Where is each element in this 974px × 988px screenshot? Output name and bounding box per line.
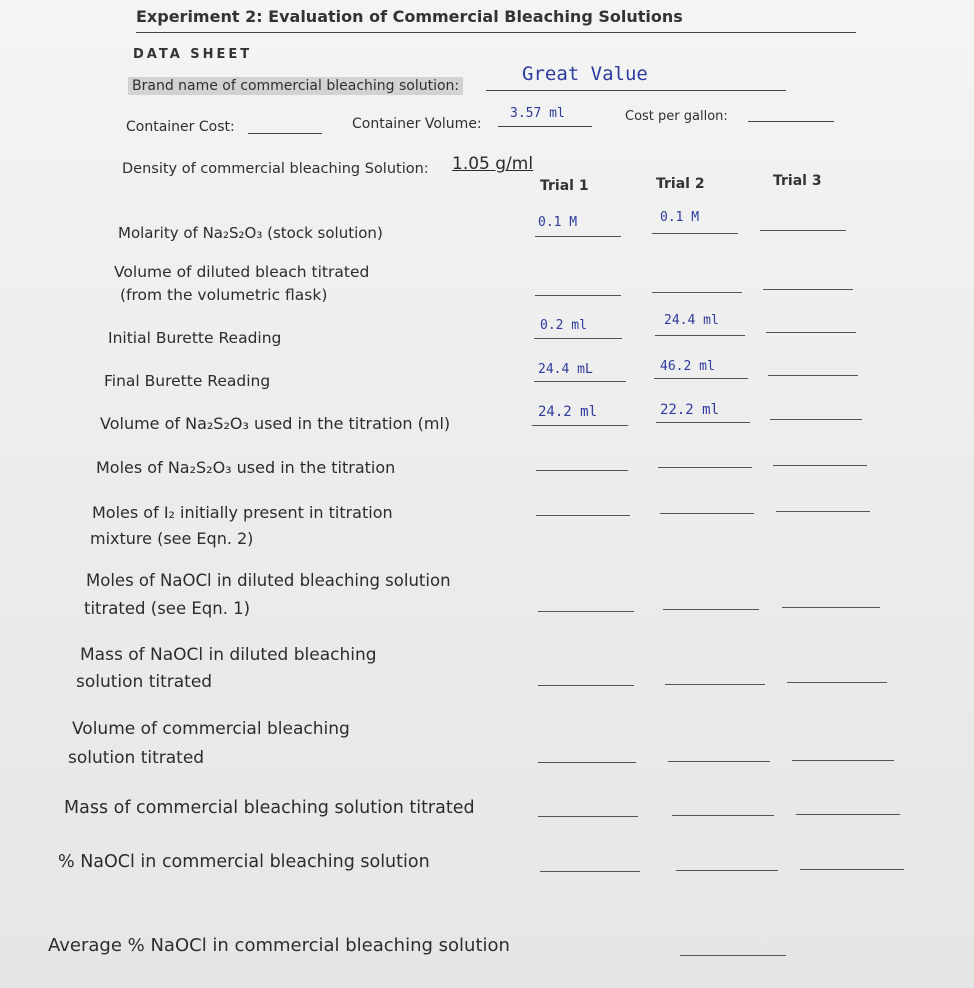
trial-2-blank <box>660 513 754 514</box>
trial-2-value: 22.2 ml <box>660 402 720 418</box>
trial-1-blank <box>532 425 628 426</box>
trial-3-blank <box>770 419 862 420</box>
trial-2-value: 46.2 ml <box>660 359 715 374</box>
trial-2-blank <box>676 870 778 871</box>
trial-1-blank <box>536 470 628 471</box>
trial-3-blank <box>782 607 880 608</box>
trial-3-blank <box>787 682 887 683</box>
trial-3-blank <box>800 869 904 870</box>
row-label: Volume of Na₂S₂O₃ used in the titration (ml) <box>100 414 451 433</box>
trial-2-blank <box>665 684 765 685</box>
row-label-cont: (from the volumetric flask) <box>120 286 328 304</box>
trial-2-blank <box>654 378 748 379</box>
title-rule <box>136 32 856 33</box>
trial-1-blank <box>538 762 636 763</box>
average-blank <box>680 955 786 956</box>
trial-2-blank <box>672 815 774 816</box>
row-label: Moles of NaOCl in diluted bleaching solution <box>86 571 451 590</box>
trial-3-blank <box>763 289 853 290</box>
trial-2-blank <box>652 292 742 293</box>
trial-2-blank <box>655 335 745 336</box>
row-label-cont: mixture (see Eqn. 2) <box>90 529 254 548</box>
trial-2-blank <box>652 233 738 234</box>
cost-per-gallon-line <box>748 121 834 122</box>
trial-1-value: 0.2 ml <box>540 318 587 333</box>
trial-2-blank <box>656 422 750 423</box>
trial-1-blank <box>540 871 640 872</box>
trial-3-blank <box>760 230 846 231</box>
row-label: Molarity of Na₂S₂O₃ (stock solution) <box>118 224 383 242</box>
density-value: 1.05 g/ml <box>452 154 534 174</box>
trial-2-blank <box>658 467 752 468</box>
row-label: Volume of diluted bleach titrated <box>114 263 370 281</box>
brand-name-label: Brand name of commercial bleaching solution: <box>128 77 463 95</box>
trial-2-blank <box>668 761 770 762</box>
trial-1-header: Trial 1 <box>540 178 589 194</box>
trial-1-blank <box>534 381 626 382</box>
row-label: Mass of commercial bleaching solution titrated <box>64 798 475 818</box>
container-cost-line <box>248 133 322 134</box>
trial-2-header: Trial 2 <box>656 176 705 192</box>
row-label: Moles of Na₂S₂O₃ used in the titration <box>96 458 396 477</box>
trial-3-header: Trial 3 <box>773 173 822 189</box>
container-volume-line <box>498 126 592 127</box>
trial-1-blank <box>535 236 621 237</box>
container-volume-label: Container Volume: <box>352 116 482 132</box>
trial-1-blank <box>536 515 630 516</box>
trial-3-blank <box>768 375 858 376</box>
trial-3-blank <box>766 332 856 333</box>
row-label: % NaOCl in commercial bleaching solution <box>58 852 430 872</box>
trial-3-blank <box>773 465 867 466</box>
row-label-cont: solution titrated <box>68 748 205 768</box>
brand-name-value: Great Value <box>522 63 648 85</box>
trial-2-value: 0.1 M <box>660 210 700 225</box>
trial-1-value: 24.2 ml <box>538 404 598 420</box>
container-volume-value: 3.57 ml <box>510 106 565 121</box>
row-label: Moles of I₂ initially present in titration <box>92 503 393 522</box>
row-label-cont: titrated (see Eqn. 1) <box>84 599 251 618</box>
trial-1-blank <box>538 816 638 817</box>
trial-3-blank <box>776 511 870 512</box>
row-label: Mass of NaOCl in diluted bleaching <box>80 645 377 665</box>
row-label: Initial Burette Reading <box>108 329 282 347</box>
density-label: Density of commercial bleaching Solution: <box>122 161 429 177</box>
row-label: Volume of commercial bleaching <box>72 719 350 739</box>
page-title: Experiment 2: Evaluation of Commercial Bleaching Solutions <box>136 7 683 26</box>
trial-1-blank <box>534 338 622 339</box>
trial-2-blank <box>663 609 759 610</box>
trial-1-blank <box>538 611 634 612</box>
trial-3-blank <box>792 760 894 761</box>
average-label: Average % NaOCl in commercial bleaching solution <box>48 935 510 956</box>
row-label: Final Burette Reading <box>104 372 271 390</box>
trial-1-value: 0.1 M <box>538 215 578 230</box>
brand-name-line <box>486 90 786 91</box>
cost-per-gallon-label: Cost per gallon: <box>625 109 728 124</box>
row-label-cont: solution titrated <box>76 672 213 692</box>
trial-1-value: 24.4 mL <box>538 362 593 377</box>
container-cost-label: Container Cost: <box>126 119 235 135</box>
trial-3-blank <box>796 814 900 815</box>
trial-2-value: 24.4 ml <box>664 313 719 328</box>
trial-1-blank <box>535 295 621 296</box>
trial-1-blank <box>538 685 634 686</box>
data-sheet-heading: DATA SHEET <box>133 47 253 62</box>
